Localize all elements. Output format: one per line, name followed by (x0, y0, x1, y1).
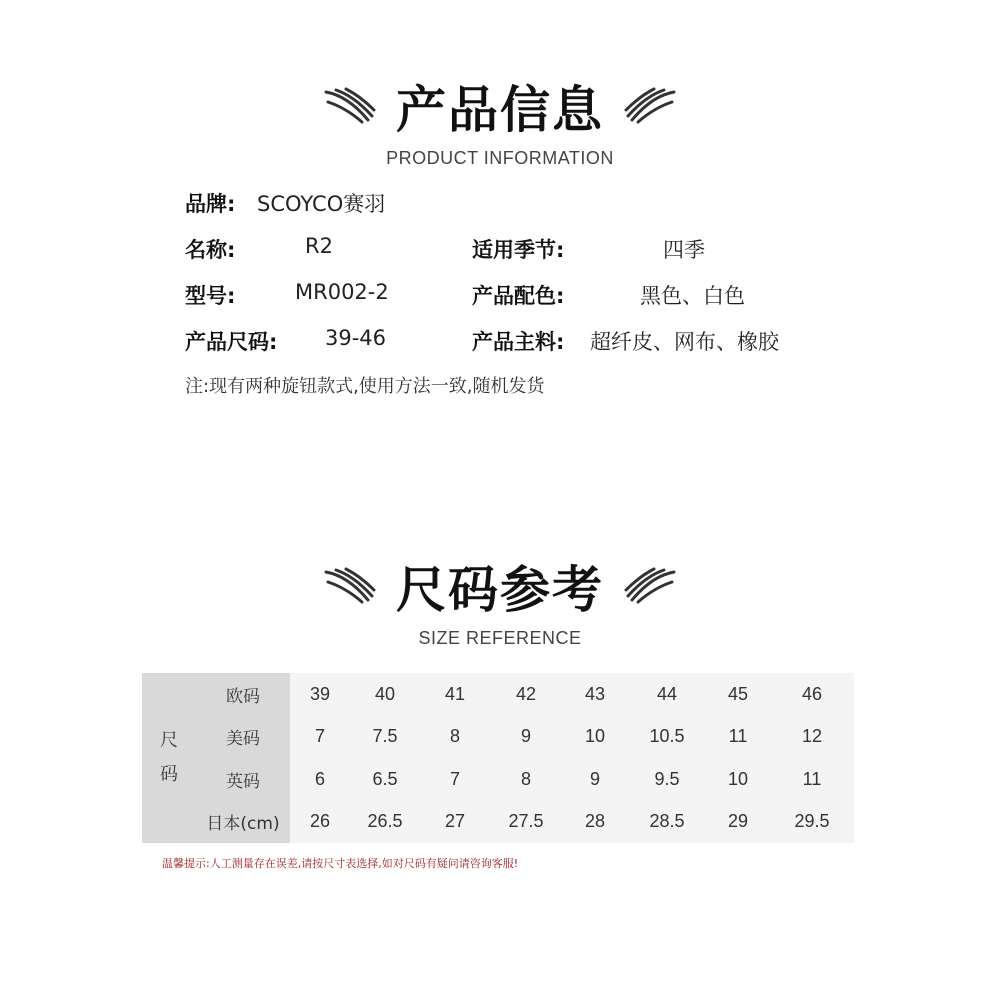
size-material-row (185, 326, 885, 372)
size-cell: 10 (727, 768, 749, 789)
size-cell: 26 (309, 811, 331, 832)
size-cell: 27.5 (508, 811, 544, 832)
size-cell: 6 (314, 768, 325, 789)
name-value: R2 (305, 234, 333, 258)
size-cell: 29 (727, 811, 749, 832)
row-label: 英码 (196, 758, 290, 801)
size-cell: 43 (584, 683, 606, 704)
size-label: 产品尺码: (185, 330, 278, 354)
size-cell: 26.5 (367, 811, 403, 832)
right-wing-icon (622, 86, 678, 126)
model-color-row (185, 280, 885, 326)
product-info-header (0, 70, 1000, 169)
name-season-row (185, 234, 885, 280)
table-row (142, 716, 854, 759)
size-cell: 12 (801, 726, 823, 747)
size-cell: 9.5 (654, 768, 680, 789)
season-value: 四季 (663, 238, 705, 262)
brand-row (185, 188, 885, 234)
size-cell: 28 (584, 811, 606, 832)
size-value: 39-46 (325, 326, 387, 350)
size-reference-subtitle: SIZE REFERENCE (418, 628, 582, 648)
size-cell: 45 (727, 683, 749, 704)
size-cell: 9 (520, 726, 531, 747)
season-label: 适用季节: (472, 238, 565, 262)
product-info-block (185, 188, 885, 397)
model-value: MR002-2 (295, 280, 389, 304)
size-table (142, 673, 854, 843)
size-cell: 27 (444, 811, 466, 832)
size-cell: 46 (801, 683, 823, 704)
product-note: 注:现有两种旋钮款式,使用方法一致,随机发货 (185, 376, 545, 397)
color-value: 黑色、白色 (640, 284, 745, 308)
size-reference-title: 尺码参考 (396, 561, 604, 619)
table-row (142, 758, 854, 801)
left-wing-icon (322, 566, 378, 606)
size-cell: 10 (584, 726, 606, 747)
product-info-title: 产品信息 (396, 81, 604, 139)
size-cell: 41 (444, 683, 466, 704)
size-cell: 11 (802, 768, 822, 789)
row-label: 美码 (196, 716, 290, 759)
row-label: 日本(cm) (196, 801, 290, 844)
table-row (142, 673, 854, 716)
side-label-char: 尺 (160, 730, 178, 751)
model-label: 型号: (185, 284, 236, 308)
size-cell: 39 (309, 683, 331, 704)
brand-value: SCOYCO赛羽 (257, 192, 386, 216)
size-cell: 6.5 (372, 768, 398, 789)
color-label: 产品配色: (472, 284, 565, 308)
size-cell: 7 (449, 768, 460, 789)
table-row (142, 801, 854, 844)
size-cell: 42 (515, 683, 537, 704)
size-cell: 9 (589, 768, 600, 789)
size-cell: 7.5 (372, 726, 398, 747)
size-cell: 7 (314, 726, 325, 747)
size-cell: 29.5 (794, 811, 830, 832)
size-cell: 8 (449, 726, 460, 747)
right-wing-icon (622, 566, 678, 606)
size-cell: 28.5 (649, 811, 685, 832)
brand-label: 品牌: (185, 192, 236, 216)
name-label: 名称: (185, 238, 236, 262)
size-tip: 温馨提示:人工测量存在误差,请按尺寸表选择,如对尺码有疑问请咨询客服! (162, 857, 519, 870)
size-cell: 8 (520, 768, 531, 789)
material-label: 产品主料: (472, 330, 565, 354)
size-side-label (142, 673, 196, 843)
size-cell: 44 (656, 683, 678, 704)
product-info-subtitle: PRODUCT INFORMATION (386, 148, 614, 168)
size-cell: 11 (728, 726, 748, 747)
size-reference-header (0, 550, 1000, 649)
side-label-char: 码 (160, 764, 178, 785)
left-wing-icon (322, 86, 378, 126)
size-cell: 10.5 (649, 726, 685, 747)
size-cell: 40 (374, 683, 396, 704)
material-value: 超纤皮、网布、橡胶 (590, 330, 779, 354)
row-label: 欧码 (196, 673, 290, 716)
